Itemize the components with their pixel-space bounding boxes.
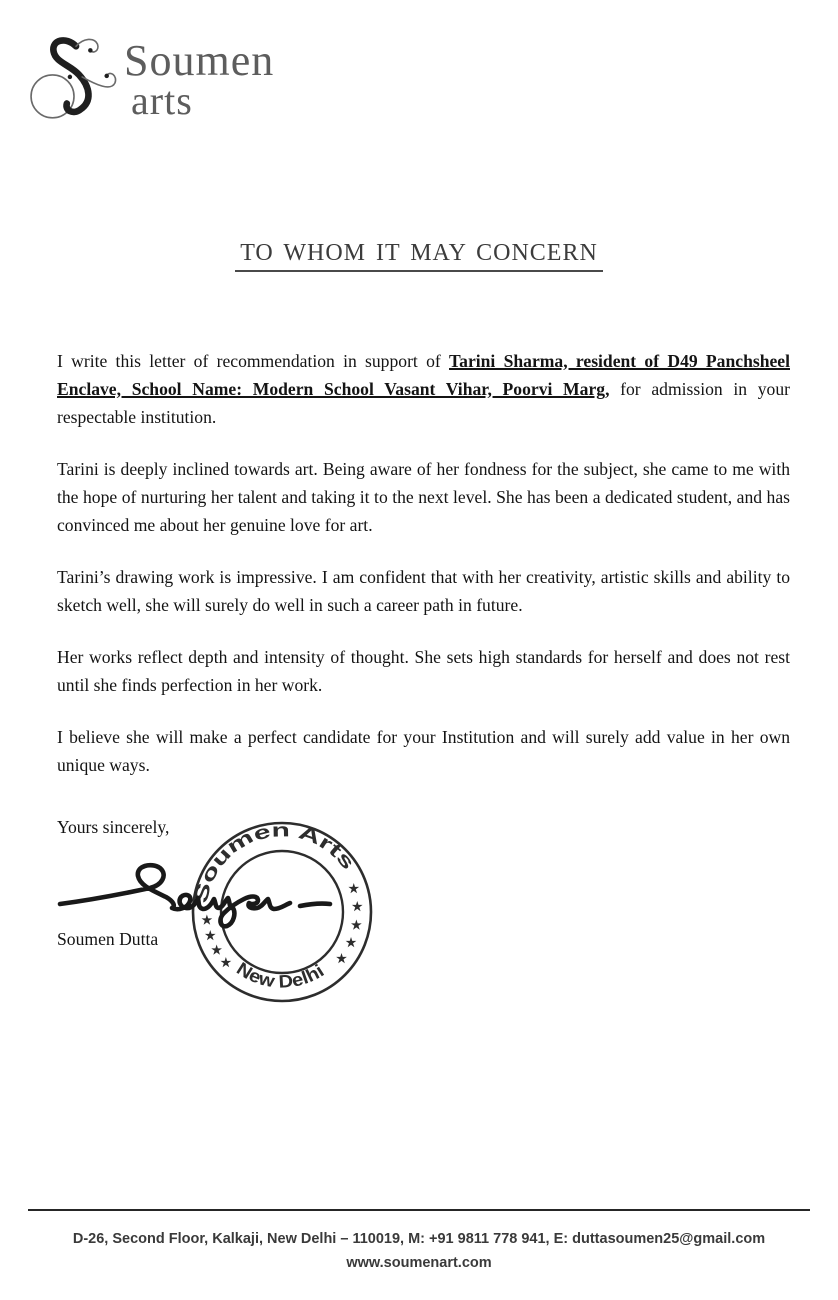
footer-contact-line: D-26, Second Floor, Kalkaji, New Delhi – 110019, M: +91 9811 778 941, E: duttasoumen25@gmail.com (72, 1231, 766, 1247)
p1-student-details: Tarini Sharma, resident of D49 Panchsheel Enclave, School Name: Modern School Vasant Vihar, Poorvi Marg, (57, 350, 790, 399)
footer (0, 1227, 838, 1275)
paragraph-introduction (57, 347, 790, 431)
brand-name: Soumen (124, 36, 275, 85)
soumen-arts-monogram-icon (24, 34, 124, 126)
paragraph-fondness: Tarini is deeply inclined towards art. Being aware of her fondness for the subject, she came to me with the hope of nurturing her talent and taking it to the next level. She has been a dedicated student, and has convinced me about her genuine love for art. (57, 458, 790, 535)
handwritten-signature (52, 856, 337, 934)
footer-divider (28, 1209, 810, 1211)
brand-subname: arts (131, 78, 193, 123)
star-icon: ★ (201, 912, 213, 927)
paragraph-recommendation: I believe she will make a perfect candidate for your Institution and will surely add value in her own unique ways. (57, 726, 790, 775)
star-icon: ★ (345, 935, 357, 950)
star-icon: ★ (336, 951, 347, 966)
star-icon: ★ (351, 918, 362, 933)
star-icon: ★ (211, 942, 222, 957)
star-icon: ★ (220, 955, 232, 970)
stamp-arc-bottom-text: New Delhi (233, 958, 327, 992)
letterhead-logo (24, 34, 274, 126)
star-icon: ★ (351, 899, 363, 914)
footer-website: www.soumenart.com (346, 1255, 492, 1271)
brand-wordmark (124, 36, 275, 123)
p1-suffix: for admission in your respectable institution. (57, 378, 790, 427)
star-icon: ★ (204, 928, 216, 943)
star-icon: ★ (348, 881, 360, 896)
signatory-name: Soumen Dutta (57, 929, 159, 949)
stamp-arc-top-text: Soumen Arts (190, 820, 355, 906)
letter-title-row (0, 240, 838, 272)
closing-salutation: Yours sincerely, (57, 817, 170, 837)
paragraph-drawing-work: Tarini’s drawing work is impressive. I am confident that with her creativity, artistic skills and ability to sketch well, she will surely do well in such a career path in future. (57, 566, 790, 615)
p1-prefix: I write this letter of recommendation in support of (57, 350, 450, 371)
paragraph-standards: Her works reflect depth and intensity of thought. She sets high standards for herself and does not rest until she finds perfection in her work. (57, 646, 790, 695)
letter-title: TO WHOM IT MAY CONCERN (235, 240, 603, 272)
